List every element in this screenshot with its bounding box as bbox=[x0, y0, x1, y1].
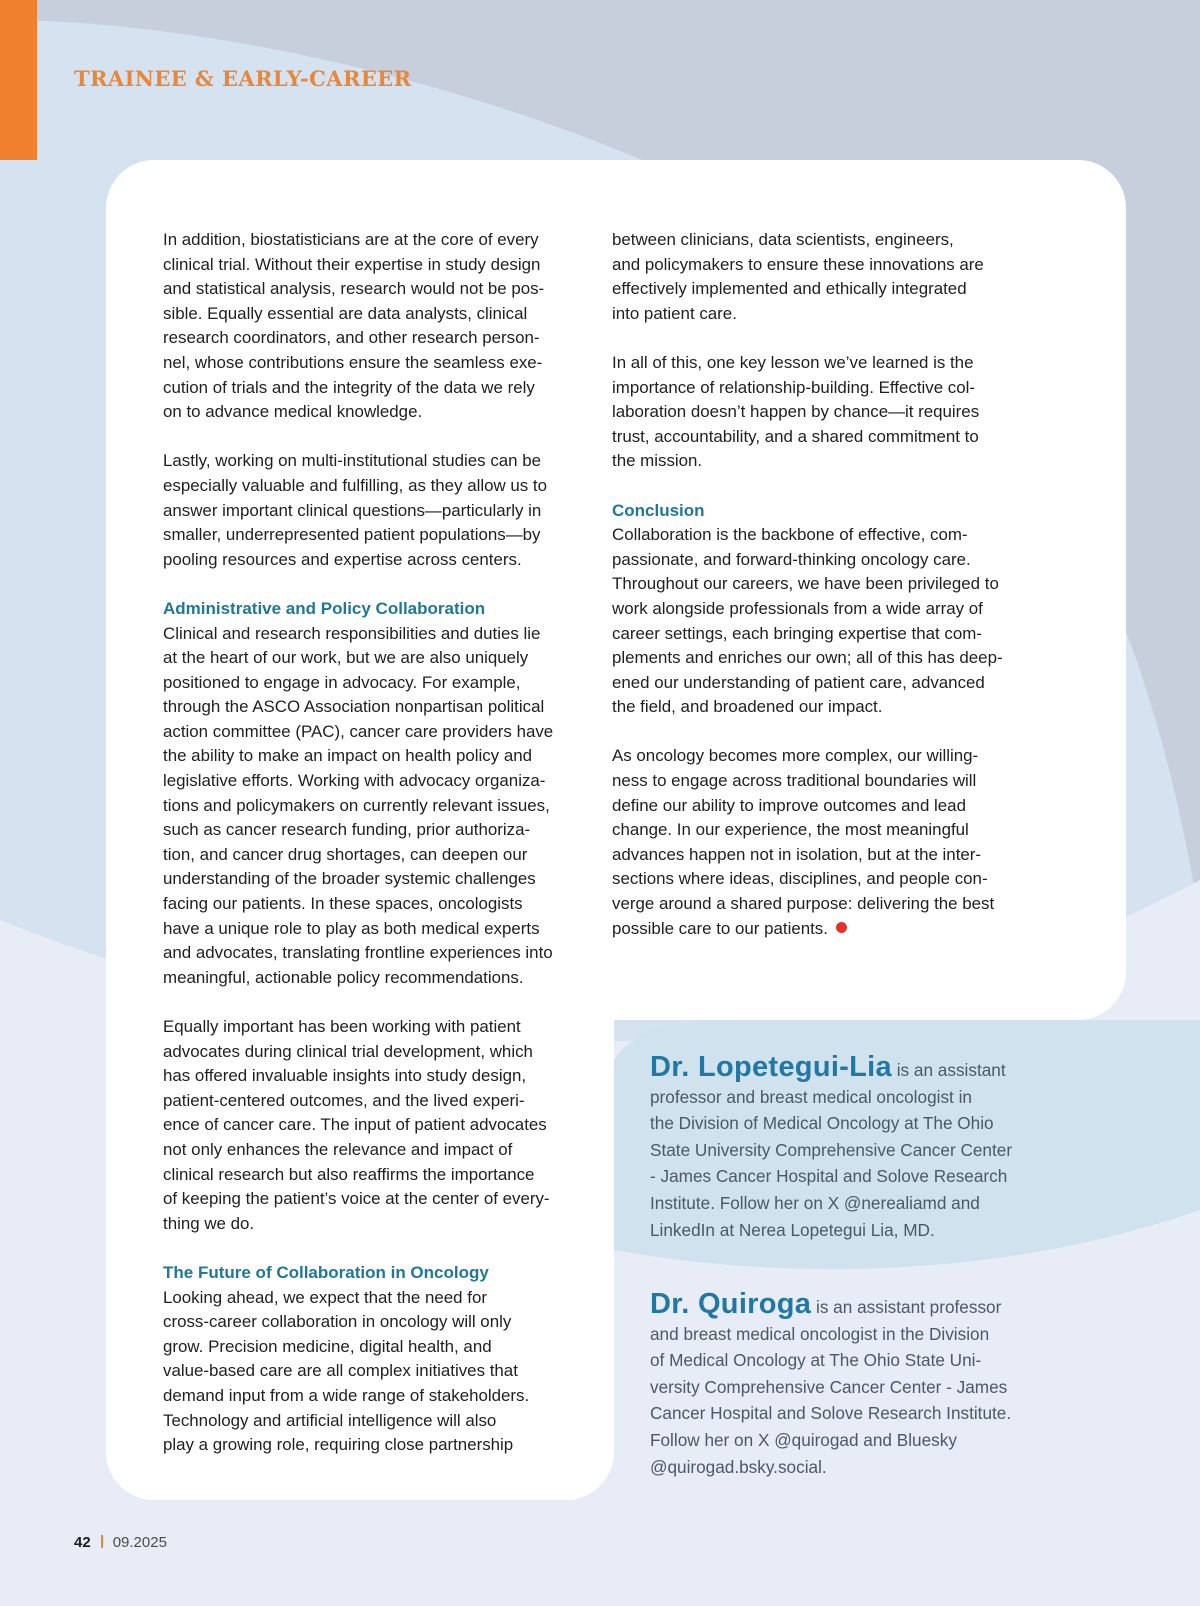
section-label: TRAINEE & EARLY-CAREER bbox=[74, 66, 412, 91]
paragraph: Clinical and research responsibilities and duties lie at the heart of our work, but we are also uniquely positioned to engage in advocacy. For example, through the ASCO Association nonpartisan political action committee (PAC), cancer care providers have the ability to make an impact on health policy and legislative efforts. Working with advocacy organiza- tions and policymakers on currently relevant issues, such as cancer research funding, prior authoriza- tion, and cancer drug shortages, can deepen our understanding of the broader systemic challenges facing our patients. In these spaces, oncologists have a unique role to play as both medical experts and advocates, translating frontline experiences into meaningful, actionable policy recommendations. bbox=[163, 623, 554, 987]
final-paragraph-text: As oncology becomes more complex, our willing- ness to engage across traditional boundaries will define our ability to improve outcomes and lead change. In our experience, the most meaningful advances happen not in isolation, but at the inter- sections where ideas, disciplines, and people con- verge around a shared purpose: delivering the best possible care to our patients. bbox=[612, 746, 995, 938]
paragraph: Looking ahead, we expect that the need for cross-career collaboration in oncology will only grow. Precision medicine, digital health, and value-based care are all complex initiatives that demand input from a wide range of stakeholders. Technology and artificial intelligence will also play a growing role, requiring close partnership bbox=[163, 1287, 530, 1455]
author-bio-quiroga bbox=[650, 1288, 1050, 1480]
author-name: Dr. Lopetegui-Lia bbox=[650, 1051, 892, 1083]
paragraph: Equally important has been working with patient advocates during clinical trial development, which has offered invaluable insights into study design, patient-centered outcomes, and the lived experi- ence of cancer care. The input of patient advocates not only enhances the relevance and impact of clinical research but also reaffirms the importance of keeping the patient’s voice at the center of every- thing we do. bbox=[163, 1017, 550, 1233]
author-name: Dr. Quiroga bbox=[650, 1288, 812, 1320]
author-bio-lopetegui bbox=[650, 1051, 1050, 1243]
paragraph: In all of this, one key lesson we’ve learned is the importance of relationship-building. Effective col- laboration doesn’t happen by chance—it requires trust, accountability, and a shared commitment to the mission. bbox=[612, 352, 980, 471]
page-footer bbox=[74, 1534, 167, 1551]
author-bio-text: is an assistant professor and breast medical oncologist in the Division of Medical Oncology at The Ohio State Uni- versity Comprehensive Cancer Center - James Cancer Hospital and Solove Research Institute. Follow her on X @quirogad and Bluesky @quirogad.bsky.social. bbox=[650, 1297, 1012, 1477]
issue-date: 09.2025 bbox=[112, 1534, 167, 1551]
paragraph: between clinicians, data scientists, engineers, and policymakers to ensure these innovations are effectively implemented and ethically integrated into patient care. bbox=[612, 230, 984, 323]
paragraph: Lastly, working on multi-institutional studies can be especially valuable and fulfilling, as they allow us to answer important clinical questions—particularly in smaller, underrepresented patient populations—by pooling resources and expertise across centers. bbox=[163, 451, 548, 569]
paragraph: In addition, biostatisticians are at the core of every clinical trial. Without their expertise in study design and statistical analysis, research would not be pos- sible. Equally essential are data analysts, clinical research coordinators, and other research person- nel, whose contributions ensure the seamless exe- cution of trials and the integrity of the data we rely on to advance medical knowledge. bbox=[163, 230, 545, 422]
subheading-admin-policy: Administrative and Policy Collaboration bbox=[163, 598, 486, 618]
author-bio-text: is an assistant professor and breast medical oncologist in the Division of Medical Oncology at The Ohio State University Comprehensive Cancer Center - James Cancer Hospital and Solove Research Institute. Follow her on X @nerealiamd and LinkedIn at Nerea Lopetegui Lia, MD. bbox=[650, 1060, 1013, 1240]
end-mark-icon bbox=[836, 922, 847, 933]
footer-divider bbox=[101, 1535, 103, 1548]
article-column-right bbox=[612, 228, 1042, 966]
subheading-conclusion: Conclusion bbox=[612, 500, 705, 520]
paragraph-final bbox=[612, 744, 1042, 941]
article-column-left bbox=[163, 228, 593, 1482]
page-number: 42 bbox=[74, 1534, 91, 1551]
subheading-future: The Future of Collaboration in Oncology bbox=[163, 1262, 489, 1282]
paragraph: Collaboration is the backbone of effective, com- passionate, and forward-thinking oncology care. Throughout our careers, we have been privileged to work alongside professionals from a wide array of career settings, each bringing expertise that com- plements and enriches our own; all of this has deep- ened our understanding of patient care, advanced the field, and broadened our impact. bbox=[612, 525, 1003, 717]
section-color-tab bbox=[0, 0, 37, 160]
